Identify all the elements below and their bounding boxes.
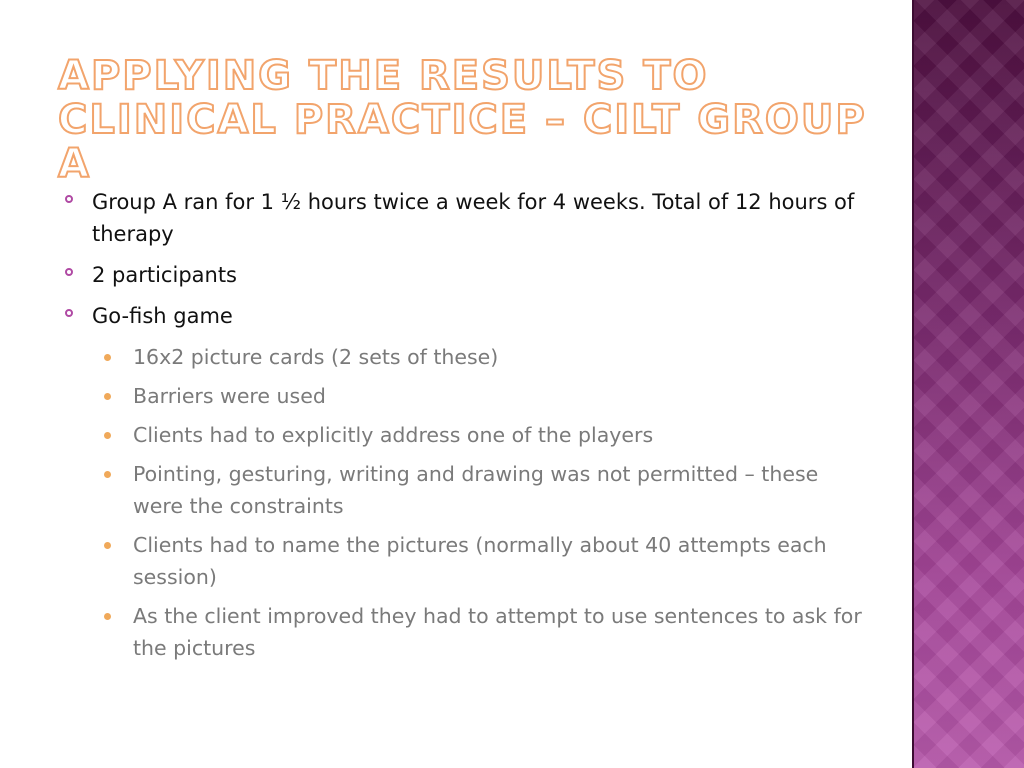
ring-bullet-icon [65,268,73,276]
sub-bullet-item [62,458,862,522]
dot-bullet-icon [104,613,111,620]
decorative-sidebar [912,0,1024,768]
bullet-item [62,186,862,250]
dot-bullet-icon [104,542,111,549]
ring-bullet-icon [65,309,73,317]
sub-bullet-item [62,600,862,664]
dot-bullet-icon [104,393,111,400]
dot-bullet-icon [104,432,111,439]
bullet-item [62,300,862,332]
sub-bullet-text: Clients had to name the pictures (normally about 40 attempts each session) [133,533,827,589]
sub-bullet-item [62,380,862,412]
sub-bullet-text: Pointing, gesturing, writing and drawing was not permitted – these were the constraints [133,462,819,518]
sub-bullet-item [62,419,862,451]
bullet-item [62,259,862,291]
dot-bullet-icon [104,354,111,361]
slide-title: APPLYING THE RESULTS TO CLINICAL PRACTICE – CILT GROUP A [58,53,867,187]
bullet-text: Go-fish game [92,304,233,328]
slide-content [62,186,862,671]
sub-bullet-text: Clients had to explicitly address one of the players [133,423,654,447]
ring-bullet-icon [65,195,73,203]
bullet-text: 2 participants [92,263,238,287]
dot-bullet-icon [104,471,111,478]
bullet-text: Group A ran for 1 ½ hours twice a week for 4 weeks. Total of 12 hours of therapy [92,190,855,246]
sub-bullet-item [62,529,862,593]
sub-bullet-item [62,341,862,373]
sub-bullet-text: 16x2 picture cards (2 sets of these) [133,345,499,369]
sub-bullet-text: Barriers were used [133,384,326,408]
sub-bullet-text: As the client improved they had to attempt to use sentences to ask for the pictures [133,604,862,660]
